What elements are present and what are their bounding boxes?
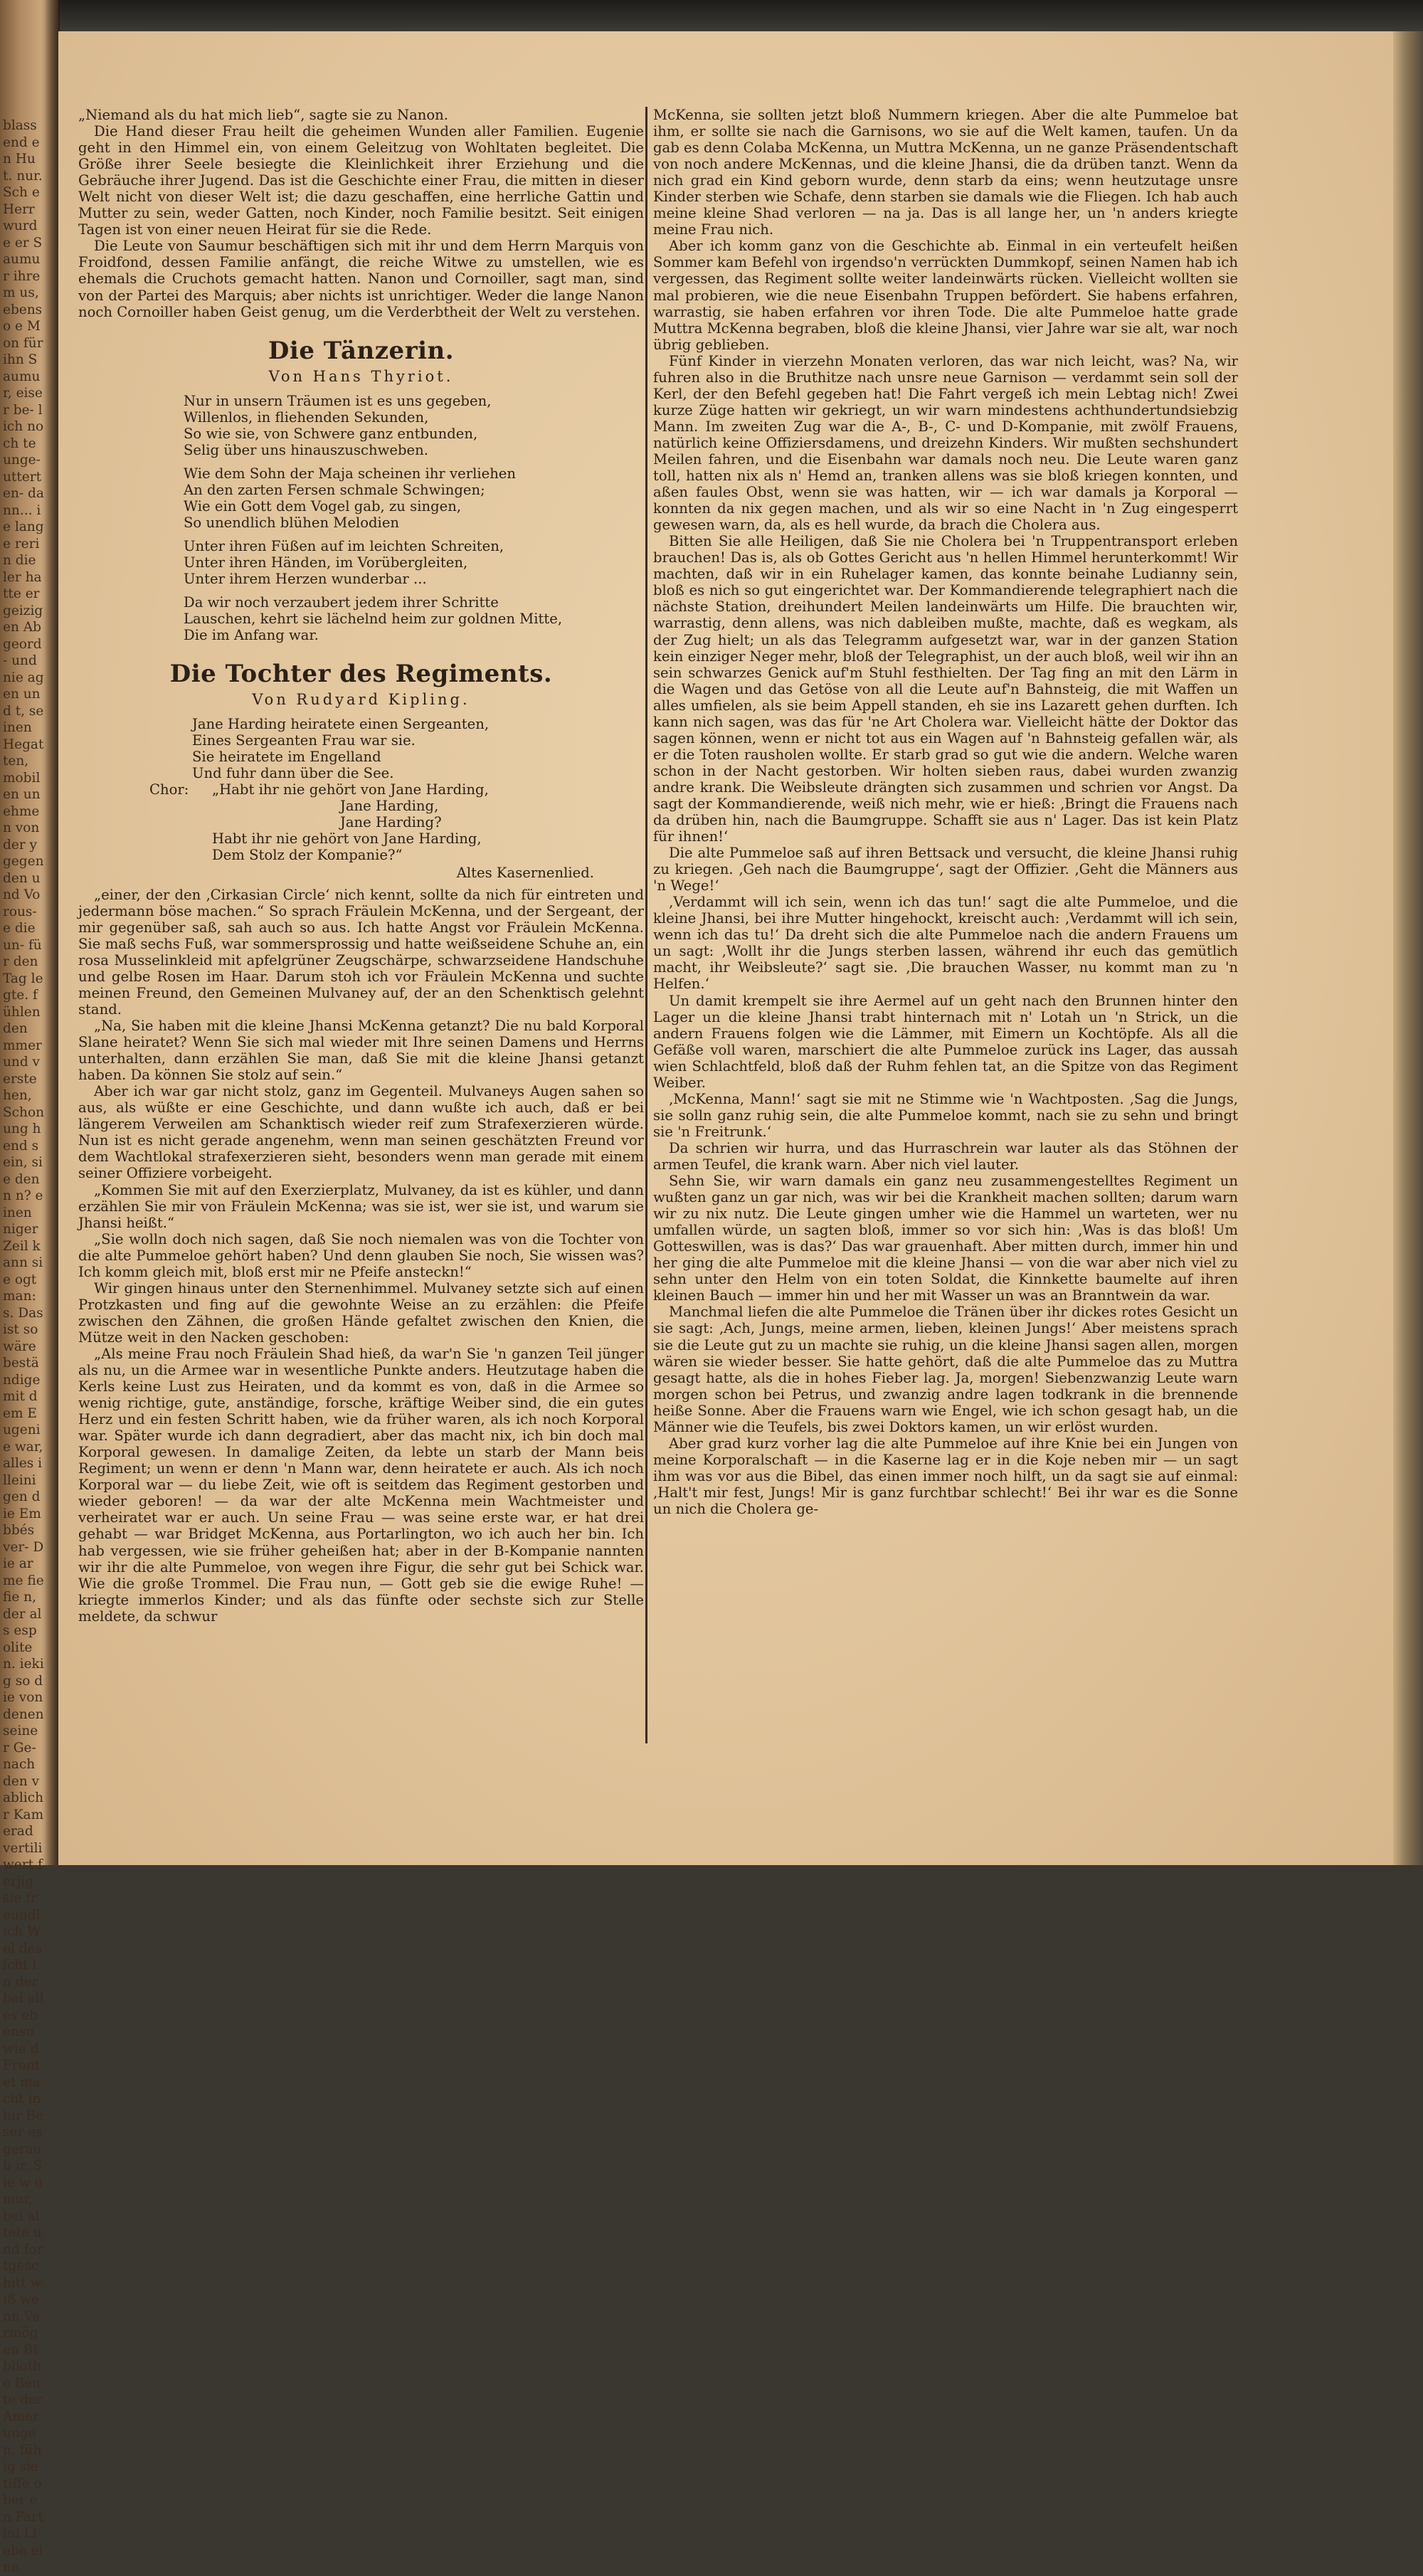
story-paragraph: Da schrien wir hurra, und das Hurraschrein war lauter als das Stöhnen der armen Teufel, die krank warn. Aber nich viel lauter. — [653, 1139, 1238, 1173]
story-paragraph: Aber grad kurz vorher lag die alte Pummeloe auf ihre Knie bei ein Jungen von meine Korporalschaft — in die Kaserne lag er in die Koje neben mir — un sagt ihm was vor aus die Bibel, das einen immer noch hilft, un da sagt sie auf einmal: ‚Halt't mir fest, Jungs! Mir is ganz furchtbar schlecht!‘ Bei ihr war es die Sonne un nich die Cholera ge- — [653, 1435, 1238, 1517]
story-paragraph: Aber ich komm ganz von die Geschichte ab. Einmal in ein verteufelt heißen Sommer kam Befehl von irgendso'n verrückten Dummkopf, seinen Namen hab ich vergessen, das Regiment sollte weiter landeinwärts rücken. Vielleicht wollten sie mal probieren, wie die neue Eisenbahn Truppen befördert. Sie habens erfahren, warrastig, sie haben erfahren vor ihren Tode. Die alte Pummeloe hatte grade Muttra McKenna begraben, bloß die kleine Jhansi, vier Jahre war sie alt, war noch übrig geblieben. — [653, 238, 1238, 353]
facing-page-text: blassend en Hut. nur. Sch e Herr wurde er Saumur ihrem us, ebenso e Mon für ihn Saumur, eiser be- lich noch te unge- utterten- dann... ie lange rerin die ler hatte ergeizigen Abgeord- und nie agen und t, seinen Hegatten, mobilen unehmen von der y gegen den und Vorous- e die un- für den Tag legte. fühlenden mmer und verstehen, Schonung hend sein, sie denn n? einen niger Zeil kann sie ogt man: s. Das ist so wäre beständige mit dem Eugenie war, alles illeinigen die Em bbés ver- Die arme fie fie n, der als espoliten. iekig so die von denen seiner Ge- nach den vablich r Kamerad vertiliwert ferjig sie freundlich Wel des icht in der bei alles ebensowie d Frontet macht in hir Beser es geraub ir. Sie w umur, bei altete und fortgeschitt wiß wenn Vermögen Bibliothe Beute der Amerungen, fühig sie tiffe ober en Fartini Liebe eine — [3, 118, 45, 2575]
poem-line: Wie ein Gott dem Vogel gab, zu singen, — [184, 497, 462, 514]
story-paragraph: „Sie wolln doch nich sagen, daß Sie noch niemalen was von die Tochter von die alte Pummeloe gehört haben? Und denn glauben Sie noch, Sie wissen was? Ich komm gleich mit, bloß erst mir ne Pfeife ansteckn!“ — [78, 1230, 644, 1280]
story-paragraph: Un damit krempelt sie ihre Aermel auf un geht nach den Brunnen hinter den Lager un die kleine Jhansi trabt hinternach mit n' Lotah un 'n Strick, un die andern Frauens folgen wie die Lämmer, mit Eimern un Kochtöpfe. Als all die Gefäße voll waren, marschiert die alte Pummeloe zurück ins Lager, das aussah wien Schlachtfeld, bloß daß der Ruhm fehlen tat, an die Spitze von das Regiment Weiber. — [653, 992, 1238, 1091]
poem-stanza — [184, 538, 644, 587]
poem-line: So wie sie, von Schwere ganz entbunden, — [184, 425, 478, 442]
poem-stanza — [184, 594, 644, 643]
column-divider — [645, 107, 647, 1743]
story-paragraph: Wir gingen hinaus unter den Sternenhimmel. Mulvaney setzte sich auf einen Protzkasten und fing auf die gewohnte Weise an zu erzählen: die Pfeife zwischen den Zähnen, die großen Hände gefaltet zwischen den Knien, die Mütze weit in den Nacken geschoben: — [78, 1279, 644, 1346]
chorus — [78, 781, 644, 863]
chorus-line: Habt ihr nie gehört von Jane Harding, — [212, 830, 482, 847]
chorus-line: Dem Stolz der Kompanie?“ — [212, 846, 403, 863]
intro-paragraph: Die Leute von Saumur beschäftigen sich mit ihr und dem Herrn Marquis von Froidfond, dessen Familie anfängt, die reiche Witwe zu umstellen, wie es ehemals die Cruchots gemacht hatten. Nanon und Cornoiller, sagt man, sind von der Partei des Marquis; aber nichts ist unrichtiger. Weder die lange Nanon noch Cornoiller haben Geist genug, um die Verderbtheit der Welt zu verstehen. — [78, 238, 644, 320]
song-line: Sie heiratete im Engelland — [192, 748, 381, 765]
intro-paragraph: Die Hand dieser Frau heilt die geheimen Wunden aller Familien. Eugenie geht in den Himmel ein, von einem Geleitzug von Wohltaten begleitet. Die Größe ihrer Seele besiegte die Kleinlichkeit ihrer Erziehung und die Gebräuche ihrer Jugend. Das ist die Geschichte einer Frau, die mitten in dieser Welt nicht von dieser Welt ist; die dazu geschaffen, eine herrliche Gattin und Mutter zu sein, weder Gatten, noch Kinder, noch Familie besitzt. Seit einigen Tagen ist von einer neuen Heirat für sie die Rede. — [78, 123, 644, 238]
poem-line: Da wir noch verzaubert jedem ihrer Schritte — [184, 593, 499, 611]
poem-line: Willenlos, in fliehenden Sekunden, — [184, 408, 429, 426]
poem-stanza — [184, 393, 644, 458]
poem-line: Selig über uns hinauszuschweben. — [184, 441, 429, 458]
song-line: Eines Sergeanten Frau war sie. — [192, 732, 416, 749]
binding-shadow — [44, 0, 60, 1865]
poem-line: Unter ihren Füßen auf im leichten Schreiten, — [184, 537, 504, 554]
poem-line: Die im Anfang war. — [184, 626, 319, 643]
chorus-line: Jane Harding, — [340, 797, 439, 814]
poem-line: An den zarten Fersen schmale Schwingen; — [184, 481, 485, 498]
poem-line: Unter ihrem Herzen wunderbar ... — [184, 570, 427, 587]
motto-source: Altes Kasernenlied. — [456, 864, 594, 881]
song-line: Und fuhr dann über die See. — [192, 764, 394, 781]
chorus-line: Jane Harding? — [340, 813, 442, 830]
story-paragraph: ‚Verdammt will ich sein, wenn ich das tun!‘ sagt die alte Pummeloe, und die kleine Jhansi, bei ihre Mutter hingehockt, kreischt auch: ‚Verdammt will ich sein, wenn ich das tu!‘ Da dreht sich die alte Pummeloe nach die andern Frauens um un sagt: ‚Wollt ihr die Jungs sterben lassen, während ihr euch das gemütlich macht, ihr Weibsleute?‘ sagt sie. ‚Die brauchen Wasser, nu kommt man zu 'n Helfen.‘ — [653, 894, 1238, 993]
song-verse — [78, 716, 644, 781]
scanner-background — [58, 0, 1423, 31]
poem-byline: Von Hans Thyriot. — [268, 367, 454, 385]
poem-line: Nur in unsern Träumen ist es uns gegeben, — [184, 392, 492, 409]
facing-page-edge — [0, 0, 58, 2575]
poem-line: Wie dem Sohn der Maja scheinen ihr verliehen — [184, 465, 517, 482]
intro-paragraph: „Niemand als du hat mich lieb“, sagte sie zu Nanon. — [78, 107, 449, 123]
story-paragraph: „Als meine Frau noch Fräulein Shad hieß, da war'n Sie 'n ganzen Teil jünger als nu, un die Armee war in wesentliche Punkte anders. Heutzutage haben die Kerls keine Lust zus Heiraten, und da kommt es von, daß in die Armee so wenig richtige, gute, anständige, forsche, kräftige Weiber sind, die ein gutes Herz und ein festen Schritt haben, wie da früher waren, als ich noch Korporal war. Später wurde ich dann degradiert, aber das macht nix, ich bin doch mal Korporal gewesen. In damalige Zeiten, da lebte un starb der Mann beis Regiment; un wenn er denn 'n Mann war, denn heiratete er auch. Als ich noch Korporal war — du liebe Zeit, wie oft is seitdem das Regiment gestorben und wieder geboren! — da war der alte McKenna mein Wachtmeister und verheiratet war er auch. Un seine Frau — was seine erste war, er hat drei gehabt — war Bridget McKenna, aus Portarlington, wo ich auch her bin. Ich hab vergessen, wie sie früher geheißen hat; aber in der B-Kompanie nannten wir ihr die alte Pummeloe, von wegen ihre Figur, die sehr gut bei Schick war. Wie die große Trommel. Die Frau nun, — Gott geb sie die ewige Ruhe! — kriegte immerlos Kinder; und als das fünfte oder sechste sich zur Stelle meldete, da schwur — [78, 1345, 644, 1625]
song-line: Jane Harding heiratete einen Sergeanten, — [192, 715, 490, 732]
story-paragraph: Bitten Sie alle Heiligen, daß Sie nie Cholera bei 'n Truppentransport erleben brauchen! Das is, als ob Gottes Gericht aus 'n hellen Himmel herunterkommt! Wir machten, daß wir in ein Ruhelager kamen, das konnte beinahe Ludianny sein, bloß es nich so gut eingerichtet war. Der Kommandierende telegraphiert nach die nächste Station, dreihundert Meilen landeinwärts um Hilfe. Die brauchten wir, warrastig, denn allens, was nich dableiben mußte, machte, daß es wegkam, als der Zug hielt; un als das Telegramm aufgesetzt war, war in der ganzen Station kein einziger Neger mehr, bloß der Telegraphist, un der auch bloß, weil wir ihn an sein schwarzes Genick auf'm Stuhl festhielten. Der Tag fing an mit den Lärm in die Wagen und das Getöse von all die Leute auf'n Bahnsteig, die mit Waffen un alles umfielen, als sie beim Appell standen, eh sie ins Lazarett gehen durften. Ich kann nich sagen, was das für 'ne Art Cholera war. Vielleicht hätte der Doktor das sagen können, wenn er nicht tot aus ein Wagen auf 'n Bahnsteig gefallen wär, als er die Toten rausholen wollte. Er starb grad so gut wie die andern. Welche waren schon in der Nacht gestorben. Wir holten sieben raus, dabei wurden zwanzig andre krank. Die Weibsleute drängten sich zusammen und schrien vor Angst. Da sagt der Kommandierende, weiß nich mehr, wie er hieß: ‚Bringt die Frauens nach da drüben hin, nach die Baumgruppe. Schafft sie aus n' Lager. Das ist kein Platz für ihnen!‘ — [653, 533, 1238, 845]
story-paragraph: ‚McKenna, Mann!‘ sagt sie mit ne Stimme wie 'n Wachtposten. ‚Sag die Jungs, sie solln ganz ruhig sein, die alte Pummeloe kommt, nach sie zu sehn und bringt sie 'n Freitrunk.‘ — [653, 1090, 1238, 1140]
story-paragraph: McKenna, sie sollten jetzt bloß Nummern kriegen. Aber die alte Pummeloe bat ihm, er sollte sie nach die Garnisons, wo sie auf die Welt kamen, taufen. Un da gab es denn Colaba McKenna, un Muttra McKenna, un ne ganze Präsendentschaft von noch andere McKennas, und die kleine Jhansi, die da drüben tanzt. Wenn da nich grad ein Kind geborn wurde, denn starb da eins; wenn heutzutage unsre Kinder sterben wie Schafe, denn starben sie damals wie die Fliegen. Ich hab auch meine kleine Shad verloren — na ja. Das is all lange her, un 'n anders kriegte meine Frau nich. — [653, 107, 1238, 238]
poem-title: Die Tänzerin. — [268, 336, 455, 365]
story-paragraph: „Kommen Sie mit auf den Exerzierplatz, Mulvaney, da ist es kühler, und dann erzählen Sie mir von Fräulein McKenna; was sie ist, wer sie ist, und warum sie Jhansi heißt.“ — [78, 1181, 644, 1231]
chorus-line: „Habt ihr nie gehört von Jane Harding, — [212, 781, 489, 798]
story-paragraph: Fünf Kinder in vierzehn Monaten verloren, das war nich leicht, was? Na, wir fuhren also in die Bruthitze nach unsre neue Garnison — verdammt sein soll der Kerl, der den Befehl gegeben hat! Die Fahrt vergeß ich mein Lebtag nich! Zwei kurze Züge hatten wir gekriegt, un wir warn mindestens achthundertundsiebzig Mann. Im zweiten Zug war die A-, B-, C- und D-Kompanie, mit zwölf Frauens, natürlich keine Offiziersdamens, und dreizehn Kinders. Wir mußten sechshundert Meilen fahren, und die Eisenbahn war damals noch neu. Die Leute waren ganz toll, hatten nix als n' Hemd an, tranken allens was sie bloß kriegen konnten, und aßen faules Obst, wenn sie was hatten, wir — ich war damals ja Korporal — konnten da nix gegen machen, und als wir so eine Nacht in 'n Zug eingesperrt gewesen warn, da, als es hell wurde, da brach die Cholera aus. — [653, 352, 1238, 534]
poem-stanza — [184, 465, 644, 531]
page-edge — [1393, 31, 1423, 1865]
story-byline: Von Rudyard Kipling. — [252, 690, 470, 708]
story-paragraph: Sehn Sie, wir warn damals ein ganz neu zusammengestelltes Regiment un wußten ganz un gar nich, was wir bei die Krankheit machen sollten; darum warn wir zu nix nutz. Die Leute gingen umher wie die Hammel un warteten, wer nu umfallen würde, un sagten bloß, immer so vor sich hin: ‚Was is das bloß! Um Gotteswillen, was is das?‘ Das war grauenhaft. Aber mitten durch, immer hin und her ging die alte Pummeloe mit die kleine Jhansi — von die war aber nich viel zu sehn unter den Helm von ein toten Soldat, die Kinnkette baumelte auf ihren kleinen Bauch — immer hin und her mit Wasser un was an Branntwein da war. — [653, 1173, 1238, 1304]
left-column — [78, 107, 644, 1625]
poem-line: Unter ihren Händen, im Vorübergleiten, — [184, 554, 468, 571]
poem — [78, 393, 644, 643]
poem-line: Lauschen, kehrt sie lächelnd heim zur goldnen Mitte, — [184, 610, 563, 627]
story-paragraph: „einer, der den ‚Cirkasian Circle‘ nich kennt, sollte da nich für eintreten und jedermann böse machen.“ So sprach Fräulein McKenna, und der Sergeant, der mir gegenüber saß, sah auch so aus. Ich hatte Angst vor Fräulein McKenna. Sie maß sechs Fuß, war sommersprossig und hatte weißseidene Schuhe an, ein rosa Musselinkleid mit apfelgrüner Zeugschärpe, schwarzseidene Handschuhe und gelbe Rosen im Haar. Darum stoh ich vor Fräulein McKenna und suchte meinen Freund, den Gemeinen Mulvaney auf, der an den Schenktisch gelehnt stand. — [78, 886, 644, 1018]
chorus-label: Chor: — [149, 781, 189, 798]
story-paragraph: Die alte Pummeloe saß auf ihren Bettsack und versucht, die kleine Jhansi ruhig zu kriegen. ‚Geh nach die Baumgruppe‘, sagt der Offizier. ‚Geht die Männers aus 'n Wege!‘ — [653, 845, 1238, 894]
story-paragraph: „Na, Sie haben mit die kleine Jhansi McKenna getanzt? Die nu bald Korporal Slane heiratet? Wenn Sie sich mal wieder mit Ihre seinen Damens und Herrns unterhalten, dann erzählen Sie man, daß Sie mit die kleine Jhansi getanzt haben. Da können Sie stolz auf sein.“ — [78, 1018, 644, 1084]
right-column — [653, 107, 1238, 1517]
story-paragraph: Aber ich war gar nicht stolz, ganz im Gegenteil. Mulvaneys Augen sahen so aus, als wüßte er eine Geschichte, und dann wußte ich auch, daß er bei längerem Verweilen am Schanktisch wieder reif zum Strafexerzieren würde. Nun ist es nicht gerade angenehm, wenn man seinen geschätzten Freund vor dem Wachtlokal strafexerzieren sieht, besonders wenn man gerade mit einem seiner Offiziere vorbeigeht. — [78, 1083, 644, 1182]
story-title: Die Tochter des Regiments. — [169, 659, 553, 688]
poem-line: So unendlich blühen Melodien — [184, 514, 400, 531]
story-paragraph: Manchmal liefen die alte Pummeloe die Tränen über ihr dickes rotes Gesicht un sie sagt: ‚Ach, Jungs, meine armen, lieben, kleinen Jungs!‘ Aber meistens sprach sie die Leute gut zu un machte sie ruhig, un die kleine Jhansi sagen allen, morgen wären sie wieder besser. Sie hatte gehört, daß die alte Pummeloe das zu Muttra gesagt hatte, als die in hohes Fieber lag. Ja, morgen! Siebenzwanzig Leute warn morgen schon bei Petrus, und zwanzig andre lagen todkrank in die brennende heiße Sonne. Aber die Frauens warn wie Engel, wie ich schon gesagt hab, un die Männer wie die Teufels, bis zwei Doktors kamen, un wir erlöst wurden. — [653, 1304, 1238, 1435]
